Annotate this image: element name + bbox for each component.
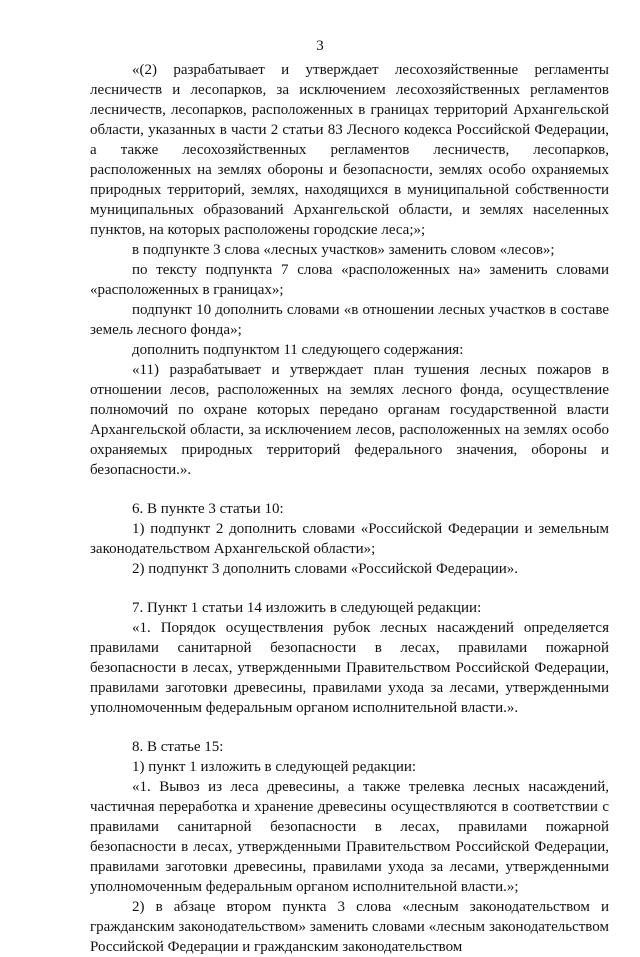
paragraph-subpoint-11-quote: «11) разрабатывает и утверждает план тушения лесных пожаров в отношении лесов, расположенных на землях лесного фонда, осуществление полномочий по охране которых передано органам государственной власти Архангельской области, за исключением лесов, расположенных на землях особо охраняемых природных территорий федерального значения, обороны и безопасности.». xyxy=(90,362,609,478)
paragraph-item-7-heading: 7. Пункт 1 статьи 14 изложить в следующей редакции: xyxy=(132,600,482,616)
paragraph-item-8-heading: 8. В статье 15: xyxy=(132,739,224,755)
paragraph-add-subpoint-11: дополнить подпунктом 11 следующего содержания: xyxy=(132,342,464,358)
paragraph-subpoint-2-quote: «(2) разрабатывает и утверждает лесохозяйственные регламенты лесничеств и лесопарков, за исключением лесохозяйственных регламентов лесничеств, лесопарков, расположенных в границах территорий Архангельской области, указанных в части 2 статьи 83 Лесного кодекса Российской Федерации, а также лесохозяйственных регламентов лесничеств, лесопарков, расположенных на землях обороны и безопасности, землях особо охраняемых природных территорий, землях, находящихся в муниципальной собственности муниципальных образований Архангельской области, и землях населенных пунктов, на которых расположены городские леса;»; xyxy=(90,62,609,238)
paragraph-subpoint-7: по тексту подпункта 7 слова «расположенных на» заменить словами «расположенных в границах»; xyxy=(90,262,609,298)
paragraph-item-8-1: 1) пункт 1 изложить в следующей редакции: xyxy=(132,759,417,775)
paragraph-item-6-1: 1) подпункт 2 дополнить словами «Российской Федерации и земельным законодательством Архангельской области»; xyxy=(90,521,609,557)
paragraph-item-6-heading: 6. В пункте 3 статьи 10: xyxy=(132,501,284,517)
paragraph-item-8-1-quote: «1. Вывоз из леса древесины, а также трелевка лесных насаждений, частичная переработка и хранение древесины осуществляются в соответствии с правилами санитарной безопасности в лесах, правилами пожарной безопасности в лесах, утвержденными Правительством Российской Федерации, правилами заготовки древесины, правилами ухода за лесами, утвержденными уполномоченным федеральным органом исполнительной власти.»; xyxy=(90,779,609,895)
paragraph-subpoint-3: в подпункте 3 слова «лесных участков» заменить словом «лесов»; xyxy=(132,242,555,258)
paragraph-subpoint-10: подпункт 10 дополнить словами «в отношении лесных участков в составе земель лесного фонда»; xyxy=(90,302,609,338)
paragraph-item-6-2: 2) подпункт 3 дополнить словами «Российской Федерации». xyxy=(132,561,519,577)
document-body xyxy=(90,60,609,957)
page-number: 3 xyxy=(316,38,324,54)
paragraph-item-7-quote: «1. Порядок осуществления рубок лесных насаждений определяется правилами санитарной безопасности в лесах, правилами пожарной безопасности в лесах, утвержденными Правительством Российской Федерации, правилами заготовки древесины, правилами ухода за лесами, утвержденными уполномоченным федеральным органом исполнительной власти.». xyxy=(90,620,609,716)
paragraph-item-8-2: 2) в абзаце втором пункта 3 слова «лесным законодательством и гражданским законодательством» заменить словами «лесным законодательством Российской Федерации и гражданским законодательством xyxy=(90,899,609,955)
